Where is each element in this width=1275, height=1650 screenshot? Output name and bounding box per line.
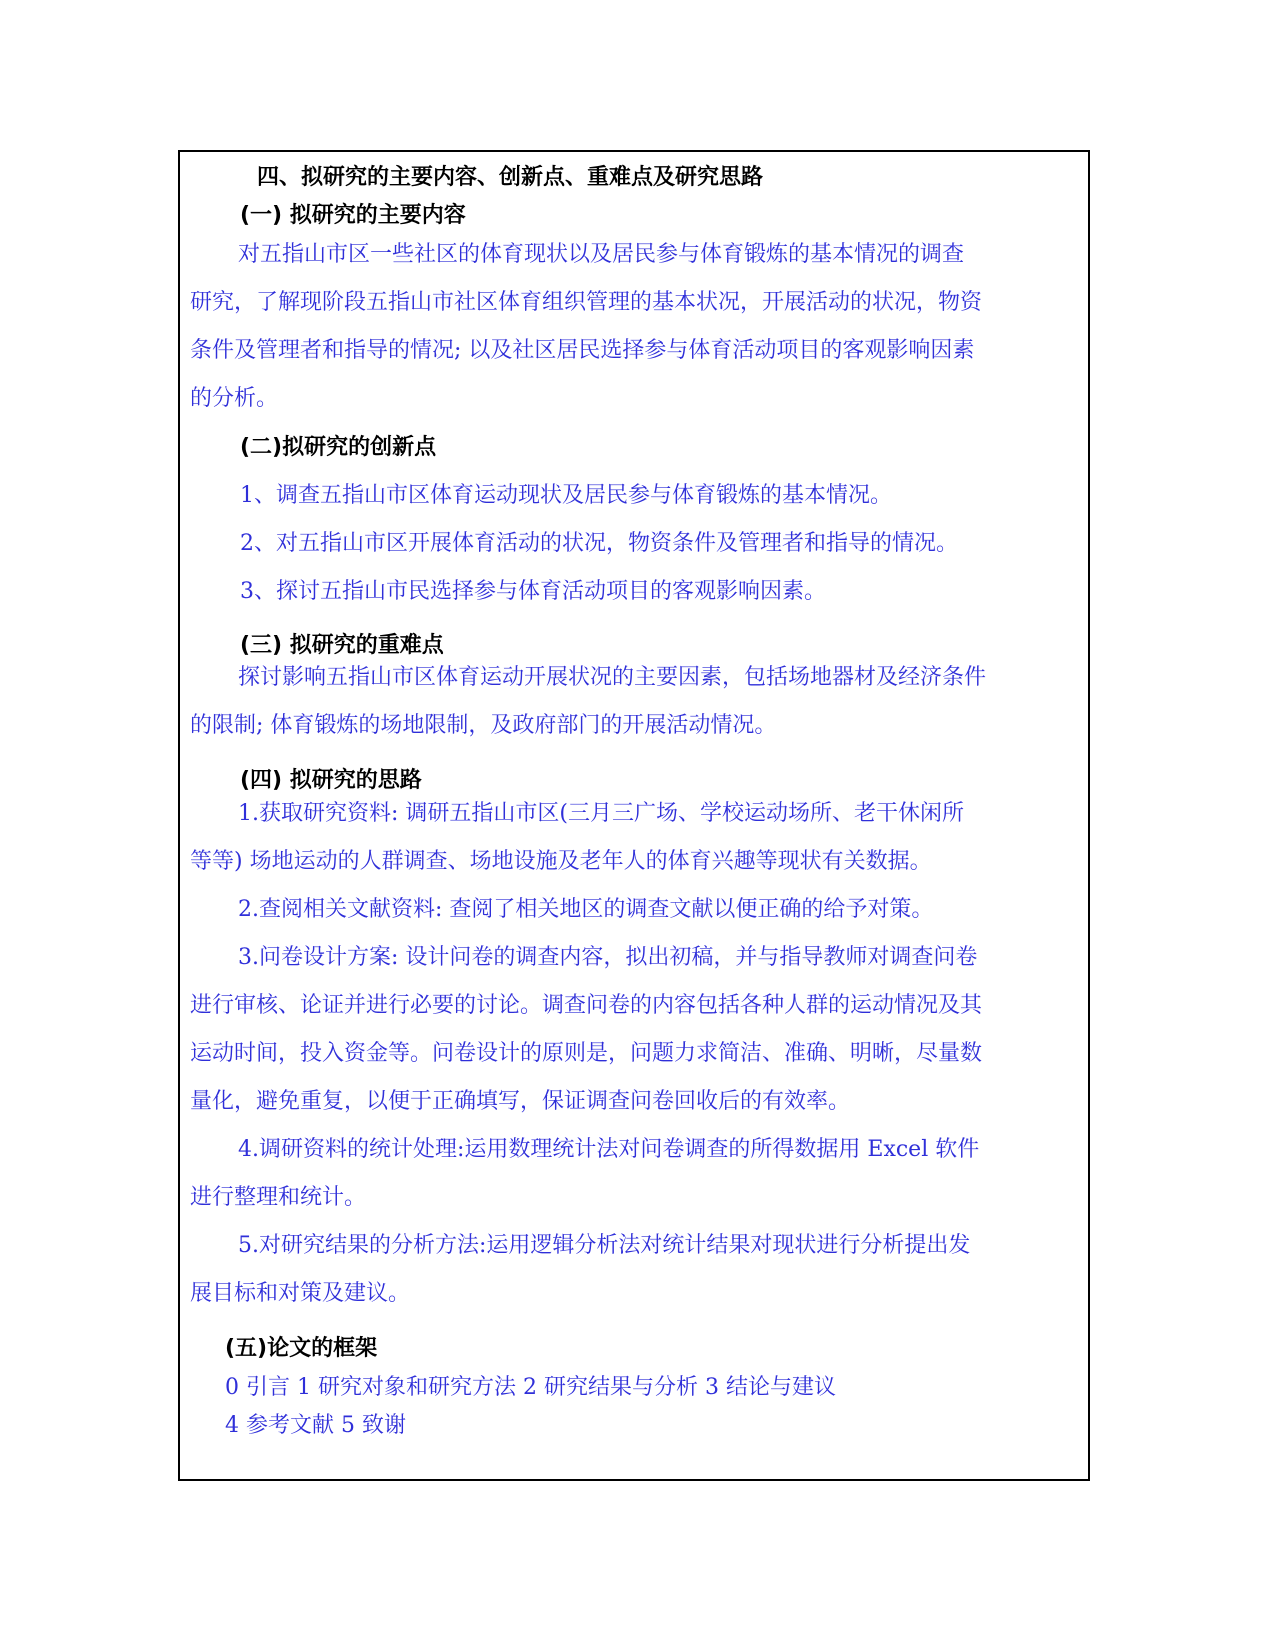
heading-approach: (四) 拟研究的思路 [240,768,422,793]
heading-main-content: (一) 拟研究的主要内容 [240,203,466,228]
section-title: 四、拟研究的主要内容、创新点、重难点及研究思路 [257,165,764,190]
paragraph-line: 的限制; 体育锻炼的场地限制，及政府部门的开展活动情况。 [190,713,777,738]
paragraph-line: 对五指山市区一些社区的体育现状以及居民参与体育锻炼的基本情况的调查 [238,242,965,267]
paragraph-line: 研究，了解现阶段五指山市社区体育组织管理的基本状况，开展活动的状况，物资 [190,290,983,315]
list-item: 2、对五指山市区开展体育活动的状况，物资条件及管理者和指导的情况。 [240,531,958,556]
paragraph-line: 1.获取研究资料: 调研五指山市区(三月三广场、学校运动场所、老干休闲所 [238,801,964,826]
list-item: 1、调查五指山市区体育运动现状及居民参与体育锻炼的基本情况。 [240,483,892,508]
framework-row: 0 引言 1 研究对象和研究方法 2 研究结果与分析 3 结论与建议 [225,1375,836,1400]
paragraph-line: 的分析。 [190,386,279,411]
paragraph-line: 运动时间，投入资金等。问卷设计的原则是，问题力求简洁、准确、明晰，尽量数 [190,1041,983,1066]
paragraph-line: 条件及管理者和指导的情况; 以及社区居民选择参与体育活动项目的客观影响因素 [190,338,975,363]
heading-innovation: (二)拟研究的创新点 [240,435,437,460]
paragraph-line: 5.对研究结果的分析方法:运用逻辑分析法对统计结果对现状进行分析提出发 [238,1233,971,1258]
heading-difficulties: (三) 拟研究的重难点 [240,633,444,658]
paragraph-line: 4.调研资料的统计处理:运用数理统计法对问卷调查的所得数据用 Excel 软件 [238,1137,980,1162]
heading-framework: (五)论文的框架 [225,1336,378,1361]
paragraph-line: 3.问卷设计方案: 设计问卷的调查内容，拟出初稿，并与指导教师对调查问卷 [238,945,978,970]
list-item: 3、探讨五指山市民选择参与体育活动项目的客观影响因素。 [240,579,826,604]
paragraph-line: 探讨影响五指山市区体育运动开展状况的主要因素，包括场地器材及经济条件 [238,665,987,690]
content-frame [178,150,1090,1481]
paragraph-line: 进行整理和统计。 [190,1185,367,1210]
framework-row: 4 参考文献 5 致谢 [225,1413,406,1438]
paragraph-line: 2.查阅相关文献资料: 查阅了相关地区的调查文献以便正确的给予对策。 [238,897,934,922]
paragraph-line: 展目标和对策及建议。 [190,1281,411,1306]
paragraph-line: 进行审核、论证并进行必要的讨论。调查问卷的内容包括各种人群的运动情况及其 [190,993,983,1018]
paragraph-line: 量化，避免重复，以便于正确填写，保证调查问卷回收后的有效率。 [190,1089,851,1114]
paragraph-line: 等等) 场地运动的人群调查、场地设施及老年人的体育兴趣等现状有关数据。 [190,849,932,874]
